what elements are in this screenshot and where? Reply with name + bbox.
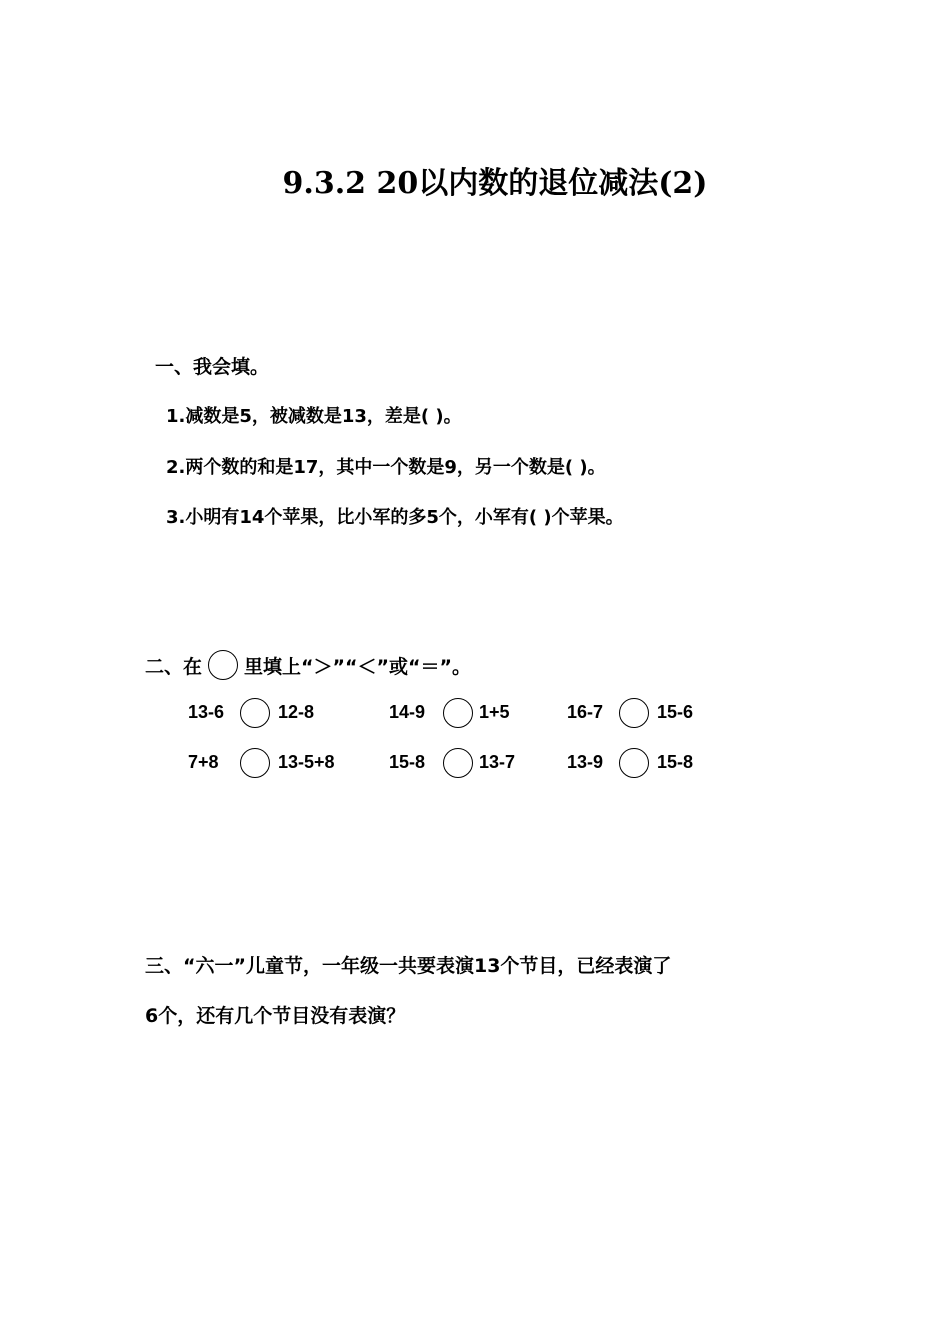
section-3-line-2: 6个，还有几个节目没有表演？: [145, 1005, 406, 1027]
compare-5-circle[interactable]: [443, 748, 473, 778]
compare-2-left: 14-9: [389, 702, 426, 722]
compare-2-right: 1+5: [479, 702, 510, 722]
page-title: 9.3.2 20以内数的退位减法(2): [282, 166, 708, 201]
question-3: 3.小明有14个苹果，比小军的多5个，小军有( )个苹果。: [166, 507, 624, 528]
section-1-heading: 一、我会填。: [155, 356, 270, 378]
compare-3-right: 15-6: [657, 702, 694, 722]
compare-4-right: 13-5+8: [278, 752, 335, 772]
question-1: 1.减数是5，被减数是13，差是( )。: [166, 406, 462, 427]
question-2: 2.两个数的和是17，其中一个数是9，另一个数是( )。: [166, 457, 606, 478]
section-2-heading-end: 里填上“＞”“＜”或“＝”。: [244, 655, 471, 678]
compare-5-left: 15-8: [389, 752, 426, 772]
compare-4-left: 7+8: [188, 752, 219, 772]
compare-1-right: 12-8: [278, 702, 315, 722]
section-3-line-1: 三、“六一”儿童节，一年级一共要表演13个节目，已经表演了: [145, 955, 672, 977]
section-2-heading: [145, 650, 471, 680]
compare-6-right: 15-8: [657, 752, 694, 772]
compare-4-circle[interactable]: [240, 748, 270, 778]
compare-6-circle[interactable]: [619, 748, 649, 778]
section-2-heading-start: 二、在: [145, 655, 203, 678]
compare-1-circle[interactable]: [240, 698, 270, 728]
compare-6-left: 13-9: [567, 752, 604, 772]
compare-5-right: 13-7: [479, 752, 516, 772]
compare-3-circle[interactable]: [619, 698, 649, 728]
circle-icon: [208, 650, 238, 680]
compare-2-circle[interactable]: [443, 698, 473, 728]
compare-3-left: 16-7: [567, 702, 604, 722]
compare-1-left: 13-6: [188, 702, 225, 722]
